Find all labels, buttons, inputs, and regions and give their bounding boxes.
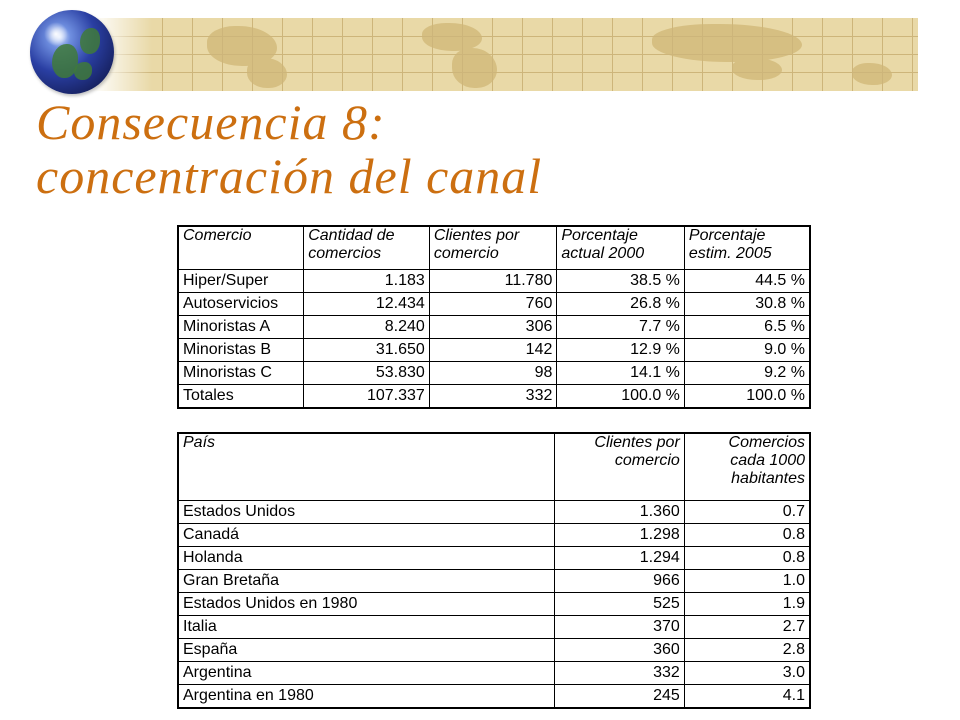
cell-clientes: 306 [429,316,557,339]
cell-pais: Estados Unidos en 1980 [178,593,555,616]
cell-pct-2005: 100.0 % [684,385,810,409]
cell-clientes: 142 [429,339,557,362]
cell-comercio: Hiper/Super [178,270,304,293]
cell-pct-2000: 100.0 % [557,385,685,409]
table-row [178,570,810,593]
cell-comercios: 4.1 [684,685,810,709]
table-row [178,524,810,547]
cell-cantidad: 107.337 [304,385,430,409]
slide-title [36,95,542,203]
cell-comercios: 2.8 [684,639,810,662]
header-comercio: Comercio [178,226,304,270]
world-map-banner [92,18,918,91]
cell-comercio: Minoristas B [178,339,304,362]
cell-pct-2000: 26.8 % [557,293,685,316]
table-row [178,547,810,570]
cell-pct-2000: 14.1 % [557,362,685,385]
totals-row [178,385,810,409]
cell-comercios: 2.7 [684,616,810,639]
table-row [178,501,810,524]
table-row [178,316,810,339]
cell-clientes: 966 [555,570,685,593]
cell-comercios: 1.9 [684,593,810,616]
cell-clientes: 245 [555,685,685,709]
cell-clientes: 760 [429,293,557,316]
header-clientes: Clientes por comercio [555,433,685,501]
cell-clientes: 1.294 [555,547,685,570]
cell-clientes: 1.360 [555,501,685,524]
table-row [178,685,810,709]
header-clientes: Clientes por comercio [429,226,557,270]
cell-comercio: Autoservicios [178,293,304,316]
cell-comercio: Minoristas C [178,362,304,385]
table-row [178,339,810,362]
cell-cantidad: 12.434 [304,293,430,316]
table-row [178,593,810,616]
cell-clientes: 332 [429,385,557,409]
commerce-table [177,225,811,409]
cell-pais: Argentina [178,662,555,685]
cell-cantidad: 1.183 [304,270,430,293]
cell-pais: Gran Bretaña [178,570,555,593]
table-row [178,662,810,685]
cell-clientes: 98 [429,362,557,385]
cell-clientes: 525 [555,593,685,616]
header-pais: País [178,433,555,501]
header-pct-2005: Porcentaje estim. 2005 [684,226,810,270]
cell-clientes: 1.298 [555,524,685,547]
cell-clientes: 370 [555,616,685,639]
header-comercios: Comercios cada 1000 habitantes [684,433,810,501]
slide-title-line2: concentración del canal [36,148,543,204]
table-row [178,362,810,385]
cell-pais: Estados Unidos [178,501,555,524]
table-header-row [178,226,810,270]
cell-pais: Argentina en 1980 [178,685,555,709]
table-row [178,616,810,639]
cell-pct-2000: 7.7 % [557,316,685,339]
globe-icon [30,10,114,94]
cell-pct-2005: 9.2 % [684,362,810,385]
cell-clientes: 332 [555,662,685,685]
cell-pais: España [178,639,555,662]
cell-pct-2000: 38.5 % [557,270,685,293]
cell-pct-2005: 9.0 % [684,339,810,362]
cell-pais: Italia [178,616,555,639]
cell-comercios: 0.8 [684,547,810,570]
cell-pais: Holanda [178,547,555,570]
table-row [178,293,810,316]
header-cantidad: Cantidad de comercios [304,226,430,270]
cell-comercio: Totales [178,385,304,409]
cell-pct-2005: 30.8 % [684,293,810,316]
header-pct-2000: Porcentaje actual 2000 [557,226,685,270]
cell-cantidad: 53.830 [304,362,430,385]
cell-comercios: 1.0 [684,570,810,593]
cell-comercio: Minoristas A [178,316,304,339]
cell-cantidad: 8.240 [304,316,430,339]
cell-cantidad: 31.650 [304,339,430,362]
cell-comercios: 0.7 [684,501,810,524]
country-table [177,432,811,709]
cell-comercios: 0.8 [684,524,810,547]
table-row [178,639,810,662]
cell-pct-2000: 12.9 % [557,339,685,362]
cell-clientes: 360 [555,639,685,662]
cell-pct-2005: 44.5 % [684,270,810,293]
cell-pct-2005: 6.5 % [684,316,810,339]
cell-pais: Canadá [178,524,555,547]
table-header-row [178,433,810,501]
cell-comercios: 3.0 [684,662,810,685]
table-row [178,270,810,293]
cell-clientes: 11.780 [429,270,557,293]
slide-title-line1: Consecuencia 8: [36,94,386,150]
